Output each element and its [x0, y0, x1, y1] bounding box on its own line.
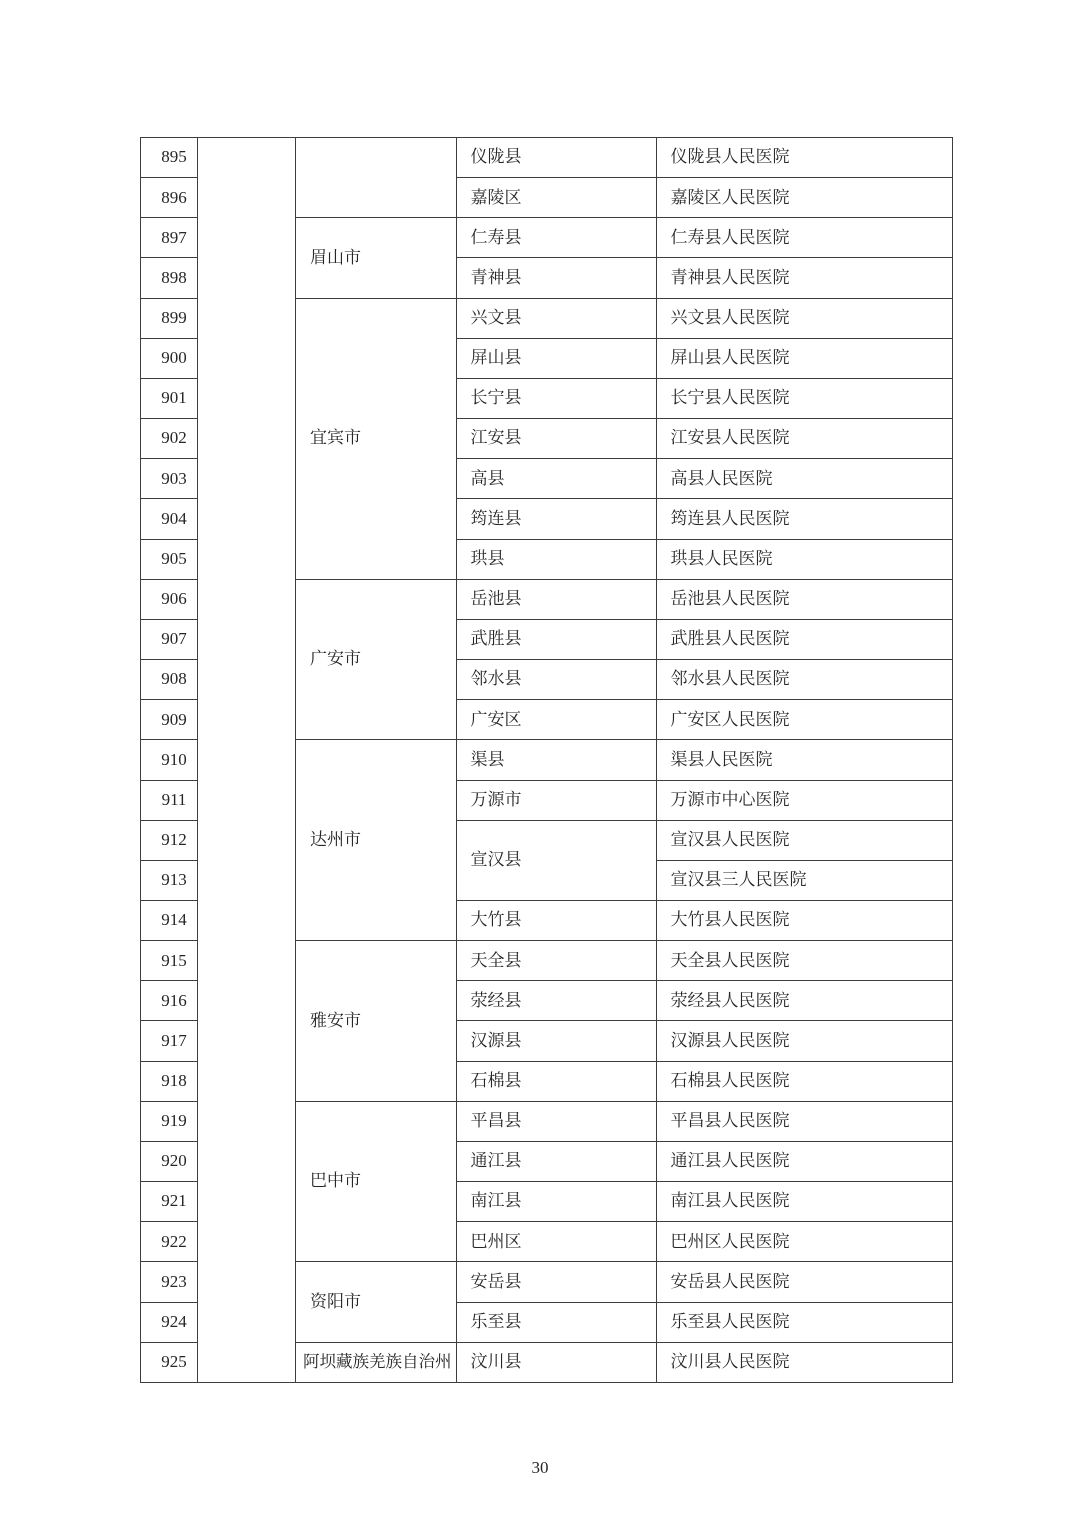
hospital-cell: 大竹县人民医院 [656, 900, 952, 940]
seq-cell: 898 [141, 258, 198, 298]
hospital-table [140, 137, 953, 1383]
seq-cell: 896 [141, 178, 198, 218]
page-footer [0, 1458, 1080, 1478]
seq-cell: 922 [141, 1222, 198, 1262]
county-cell: 荥经县 [456, 981, 656, 1021]
seq-cell: 907 [141, 619, 198, 659]
city-cell: 资阳市 [296, 1262, 457, 1342]
hospital-cell: 平昌县人民医院 [656, 1101, 952, 1141]
hospital-cell: 珙县人民医院 [656, 539, 952, 579]
seq-cell: 917 [141, 1021, 198, 1061]
county-cell: 大竹县 [456, 900, 656, 940]
table-row [141, 138, 953, 178]
seq-cell: 924 [141, 1302, 198, 1342]
seq-cell: 904 [141, 499, 198, 539]
seq-cell: 895 [141, 138, 198, 178]
hospital-cell: 南江县人民医院 [656, 1182, 952, 1222]
county-cell: 天全县 [456, 941, 656, 981]
county-cell: 江安县 [456, 419, 656, 459]
hospital-cell: 荥经县人民医院 [656, 981, 952, 1021]
seq-cell: 909 [141, 700, 198, 740]
seq-cell: 921 [141, 1182, 198, 1222]
hospital-cell: 宣汉县人民医院 [656, 820, 952, 860]
seq-cell: 919 [141, 1101, 198, 1141]
city-cell: 巴中市 [296, 1101, 457, 1262]
hospital-cell: 天全县人民医院 [656, 941, 952, 981]
hospital-cell: 宣汉县三人民医院 [656, 860, 952, 900]
hospital-cell: 兴文县人民医院 [656, 298, 952, 338]
county-cell: 岳池县 [456, 579, 656, 619]
county-cell: 万源市 [456, 780, 656, 820]
county-cell: 邻水县 [456, 660, 656, 700]
seq-cell: 897 [141, 218, 198, 258]
city-cell: 达州市 [296, 740, 457, 941]
city-cell: 阿坝藏族羌族自治州 [296, 1342, 457, 1382]
county-cell: 安岳县 [456, 1262, 656, 1302]
hospital-cell: 屏山县人民医院 [656, 338, 952, 378]
seq-cell: 914 [141, 900, 198, 940]
city-cell: 眉山市 [296, 218, 457, 298]
hospital-cell: 邻水县人民医院 [656, 660, 952, 700]
seq-cell: 916 [141, 981, 198, 1021]
county-cell: 青神县 [456, 258, 656, 298]
seq-cell: 925 [141, 1342, 198, 1382]
county-cell: 南江县 [456, 1182, 656, 1222]
hospital-cell: 巴州区人民医院 [656, 1222, 952, 1262]
hospital-cell: 岳池县人民医院 [656, 579, 952, 619]
county-cell: 渠县 [456, 740, 656, 780]
county-cell: 仁寿县 [456, 218, 656, 258]
hospital-cell: 筠连县人民医院 [656, 499, 952, 539]
county-cell: 宣汉县 [456, 820, 656, 900]
county-cell: 汉源县 [456, 1021, 656, 1061]
county-cell: 汶川县 [456, 1342, 656, 1382]
city-cell: 雅安市 [296, 941, 457, 1102]
hospital-cell: 青神县人民医院 [656, 258, 952, 298]
county-cell: 石棉县 [456, 1061, 656, 1101]
hospital-cell: 江安县人民医院 [656, 419, 952, 459]
county-cell: 长宁县 [456, 378, 656, 418]
county-cell: 屏山县 [456, 338, 656, 378]
hospital-cell: 汶川县人民医院 [656, 1342, 952, 1382]
county-cell: 仪陇县 [456, 138, 656, 178]
hospital-cell: 武胜县人民医院 [656, 619, 952, 659]
county-cell: 高县 [456, 459, 656, 499]
seq-cell: 903 [141, 459, 198, 499]
hospital-cell: 广安区人民医院 [656, 700, 952, 740]
hospital-table-body [141, 138, 953, 1383]
hospital-cell: 万源市中心医院 [656, 780, 952, 820]
seq-cell: 902 [141, 419, 198, 459]
city-cell [296, 138, 457, 218]
hospital-cell: 石棉县人民医院 [656, 1061, 952, 1101]
seq-cell: 899 [141, 298, 198, 338]
seq-cell: 920 [141, 1141, 198, 1181]
county-cell: 珙县 [456, 539, 656, 579]
seq-cell: 908 [141, 660, 198, 700]
seq-cell: 912 [141, 820, 198, 860]
seq-cell: 910 [141, 740, 198, 780]
seq-cell: 918 [141, 1061, 198, 1101]
hospital-cell: 渠县人民医院 [656, 740, 952, 780]
hospital-cell: 仁寿县人民医院 [656, 218, 952, 258]
county-cell: 通江县 [456, 1141, 656, 1181]
seq-cell: 905 [141, 539, 198, 579]
seq-cell: 915 [141, 941, 198, 981]
page-number: 30 [531, 1458, 549, 1477]
county-cell: 巴州区 [456, 1222, 656, 1262]
city-cell: 宜宾市 [296, 298, 457, 579]
hospital-cell: 汉源县人民医院 [656, 1021, 952, 1061]
hospital-cell: 安岳县人民医院 [656, 1262, 952, 1302]
hospital-cell: 嘉陵区人民医院 [656, 178, 952, 218]
seq-cell: 906 [141, 579, 198, 619]
county-cell: 广安区 [456, 700, 656, 740]
city-cell: 广安市 [296, 579, 457, 740]
county-cell: 武胜县 [456, 619, 656, 659]
hospital-cell: 高县人民医院 [656, 459, 952, 499]
hospital-cell: 乐至县人民医院 [656, 1302, 952, 1342]
county-cell: 兴文县 [456, 298, 656, 338]
seq-cell: 900 [141, 338, 198, 378]
county-cell: 筠连县 [456, 499, 656, 539]
hospital-cell: 通江县人民医院 [656, 1141, 952, 1181]
county-cell: 平昌县 [456, 1101, 656, 1141]
seq-cell: 911 [141, 780, 198, 820]
hospital-cell: 仪陇县人民医院 [656, 138, 952, 178]
hospital-cell: 长宁县人民医院 [656, 378, 952, 418]
county-cell: 乐至县 [456, 1302, 656, 1342]
seq-cell: 901 [141, 378, 198, 418]
seq-cell: 913 [141, 860, 198, 900]
province-cell [198, 138, 296, 1383]
county-cell: 嘉陵区 [456, 178, 656, 218]
seq-cell: 923 [141, 1262, 198, 1302]
